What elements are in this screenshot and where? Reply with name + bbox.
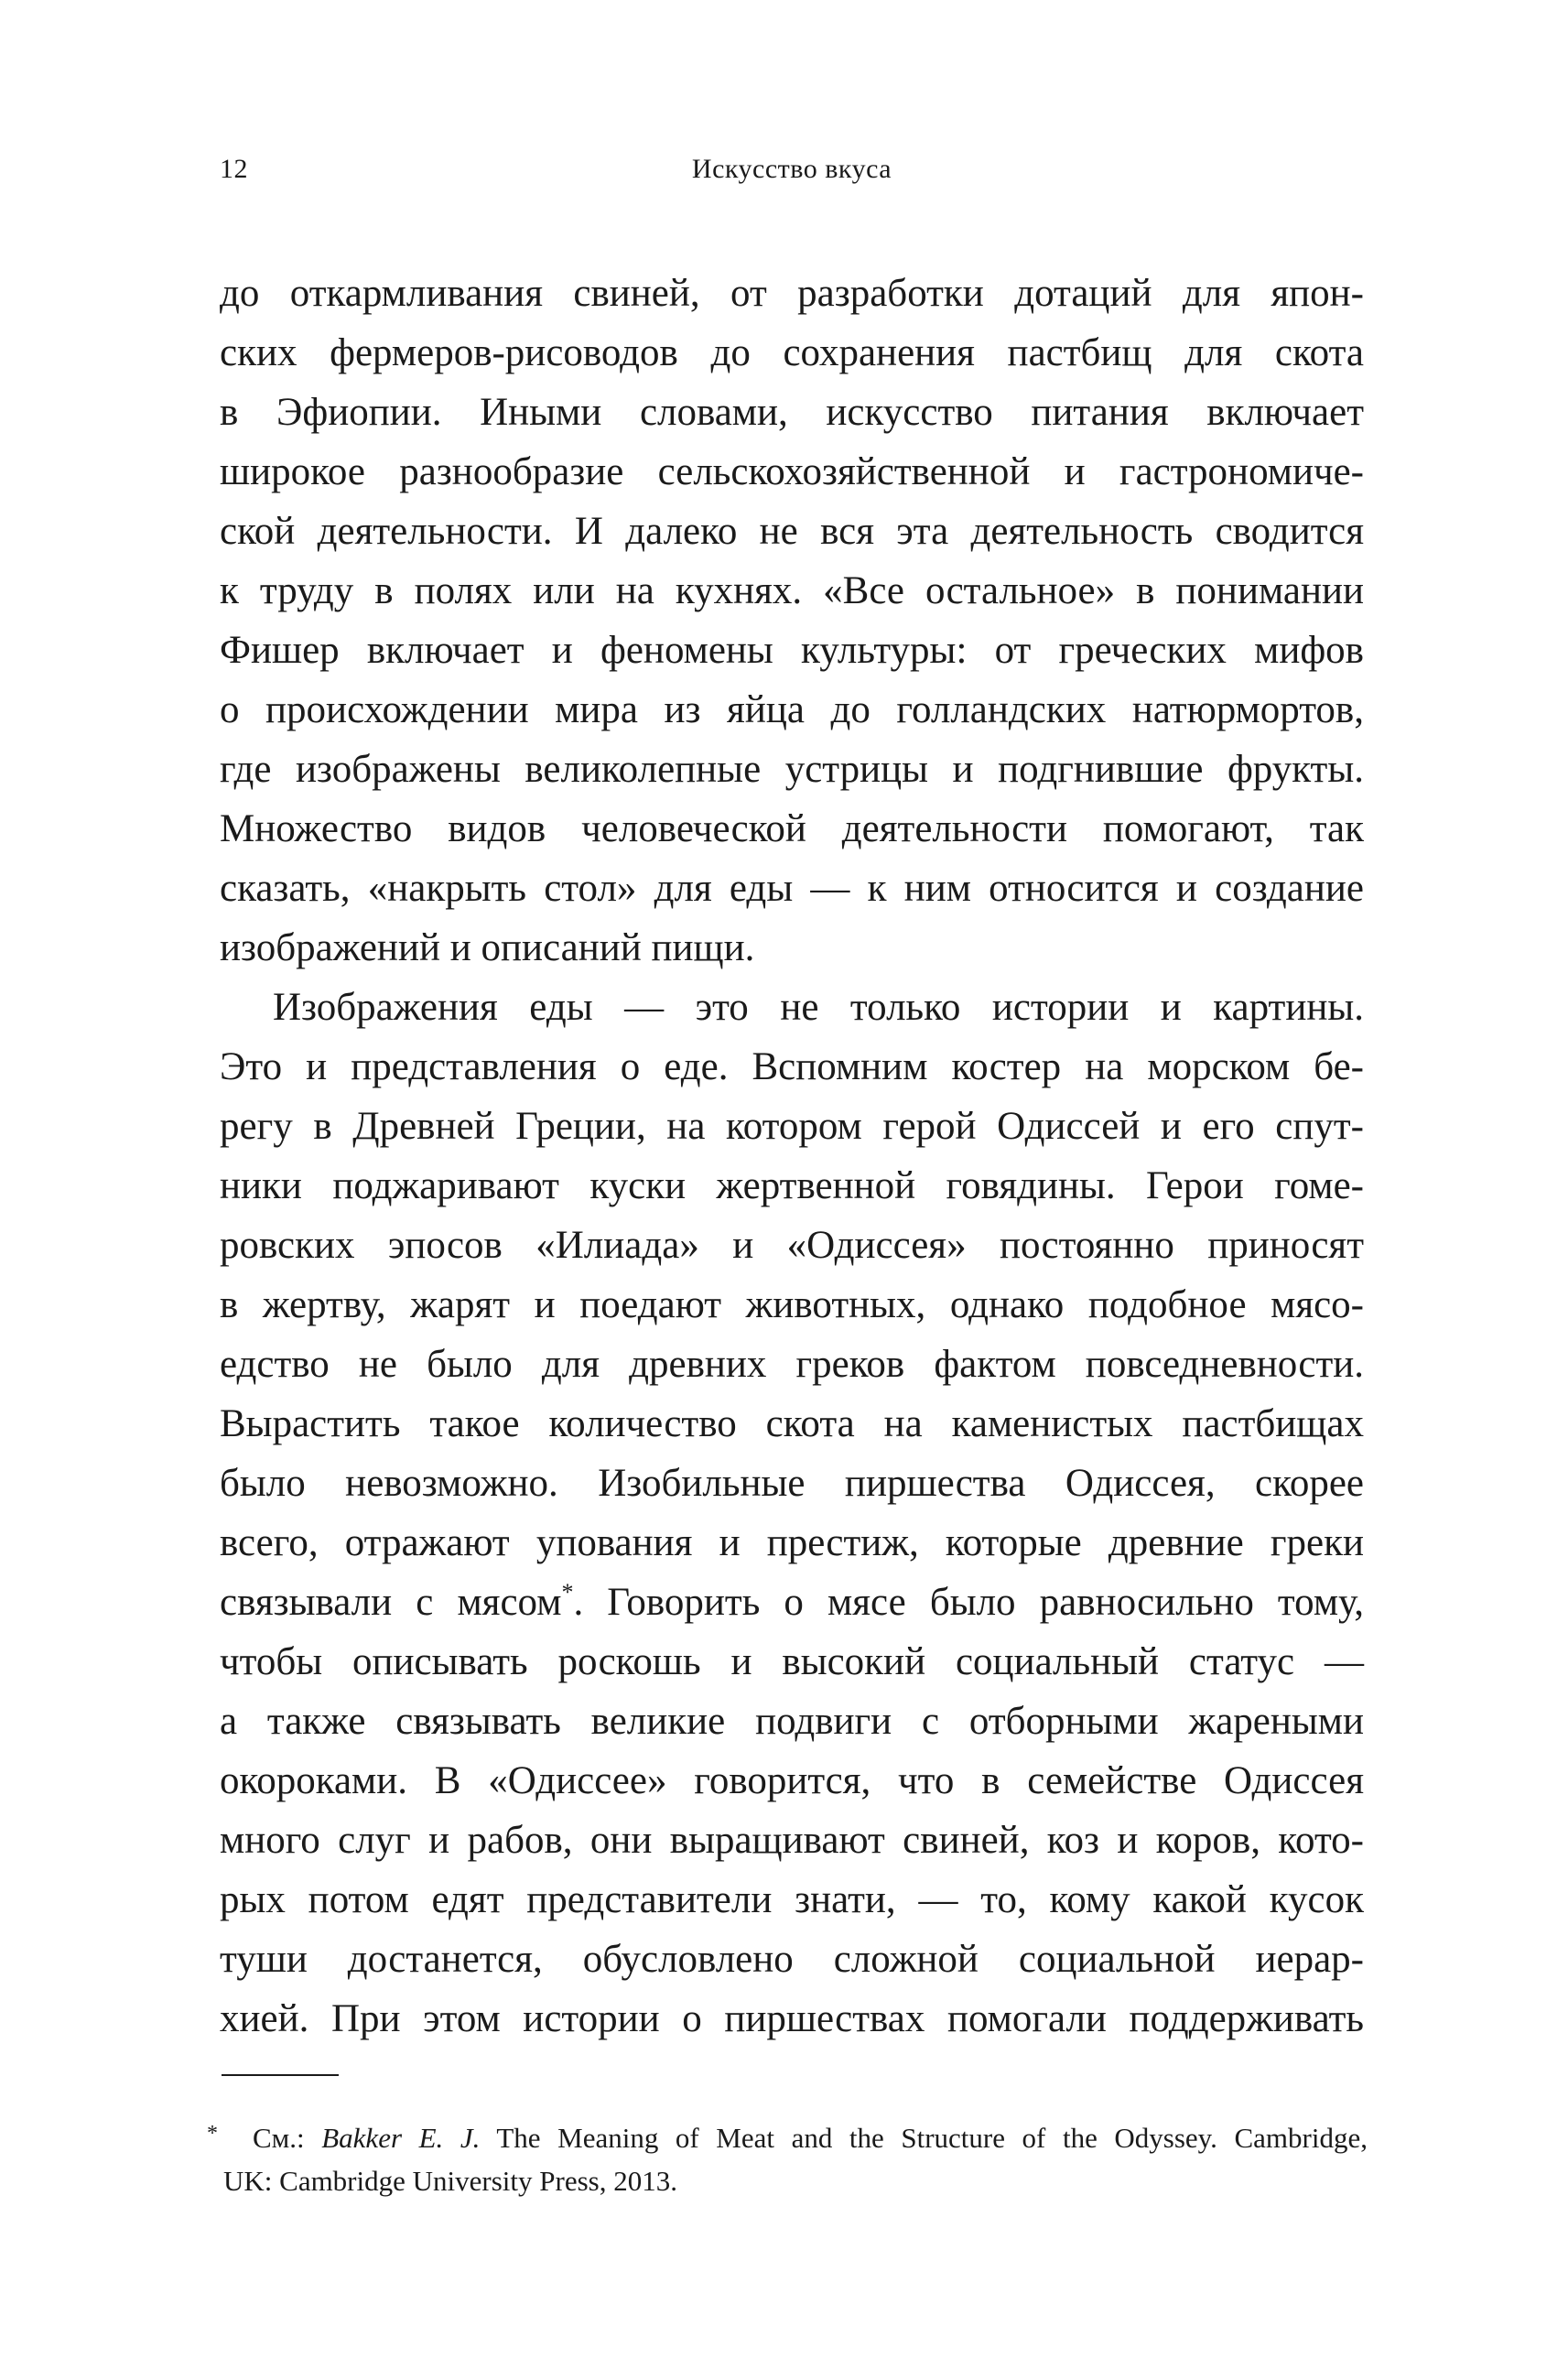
footnote (207, 2110, 1368, 2205)
text-line: было невозможно. Изобильные пиршества Одиссея, скорее (220, 1462, 1364, 1505)
footnote-line (207, 2110, 1368, 2157)
footnote-reference: * (561, 1579, 574, 1606)
text-line: регу в Древней Греции, на котором герой Одиссей и его спут- (220, 1105, 1364, 1148)
text-line: едство не было для древних греков фактом повседневности. (220, 1343, 1364, 1386)
footnote-title: The Meaning of Meat and the Structure of the Odyssey. Cambridge, (480, 2122, 1368, 2154)
text-line: окороками. В «Одиссее» говорится, что в семействе Одиссея (220, 1759, 1364, 1802)
footnote-prefix: См.: (253, 2122, 322, 2154)
text-line: рых потом едят представители знати, — то, кому какой кусок (220, 1878, 1364, 1921)
text-line: а также связывать великие подвиги с отборными жареными (220, 1700, 1364, 1743)
text-line: ских фермеров-рисоводов до сохранения пастбищ для скота (220, 331, 1364, 374)
text-line: ровских эпосов «Илиада» и «Одиссея» постоянно приносят (220, 1224, 1364, 1267)
text-line: до откармливания свиней, от разработки дотаций для япон- (220, 272, 1364, 315)
footnote-divider (222, 2074, 339, 2076)
body-text (220, 264, 1364, 2049)
text-line: чтобы описывать роскошь и высокий социальный статус — (220, 1640, 1364, 1683)
text-line: о происхождении мира из яйца до голландских натюрмортов, (220, 688, 1364, 731)
text-line: Это и представления о еде. Вспомним костер на морском бе- (220, 1045, 1364, 1088)
text-line: много слуг и рабов, они выращивают свиней, коз и коров, кото- (220, 1819, 1364, 1862)
text-line: к труду в полях или на кухнях. «Все остальное» в понимании (220, 569, 1364, 612)
text-line: туши достанется, обусловлено сложной социальной иерар- (220, 1938, 1364, 1981)
text-line: ники поджаривают куски жертвенной говядины. Герои гоме- (220, 1164, 1364, 1207)
text-line: в жертву, жарят и поедают животных, однако подобное мясо- (220, 1283, 1364, 1326)
text-line-with-footnote-ref (220, 1573, 1364, 1632)
text-line: Фишер включает и феномены культуры: от греческих мифов (220, 629, 1364, 672)
text-line: широкое разнообразие сельскохозяйственной и гастрономиче- (220, 450, 1364, 493)
text-line: Изображения еды — это не только истории и картины. (273, 986, 1364, 1029)
text-line: всего, отражают упования и престиж, которые древние греки (220, 1521, 1364, 1564)
text-line: хией. При этом истории о пиршествах помогали поддерживать (220, 1997, 1364, 2040)
text-fragment: связывали с мясом (220, 1581, 562, 1624)
text-line: в Эфиопии. Иными словами, искусство питания включает (220, 391, 1364, 434)
text-line: сказать, «накрыть стол» для еды — к ним относится и создание (220, 867, 1364, 910)
footnote-marker: * (207, 2122, 218, 2146)
text-line: где изображены великолепные устрицы и подгнившие фрукты. (220, 748, 1364, 791)
page-number: 12 (220, 154, 248, 184)
text-fragment: . Говорить о мясе было равносильно тому, (573, 1581, 1364, 1624)
text-line: ской деятельности. И далеко не вся эта деятельность сводится (220, 510, 1364, 553)
running-head (220, 146, 1364, 192)
footnote-line: UK: Cambridge University Press, 2013. (223, 2165, 677, 2197)
footnote-author: Bakker E. J. (321, 2122, 481, 2154)
text-line: Множество видов человеческой деятельности помогают, так (220, 807, 1364, 850)
text-line: Вырастить такое количество скота на каменистых пастбищах (220, 1402, 1364, 1445)
text-line: изображений и описаний пищи. (220, 926, 755, 969)
book-title: Искусство вкуса (691, 154, 892, 184)
